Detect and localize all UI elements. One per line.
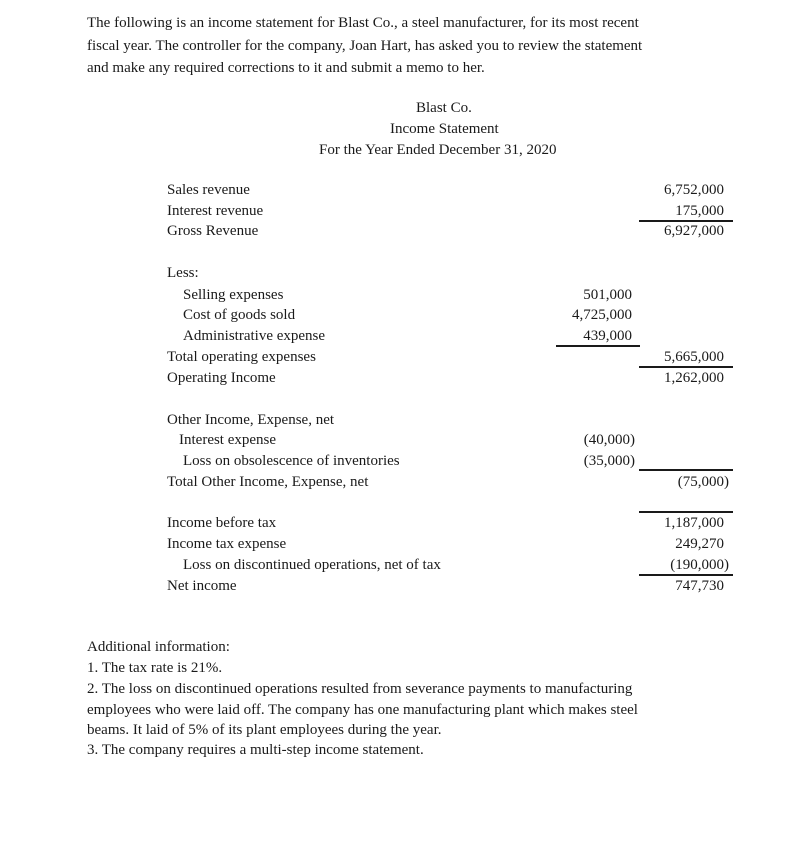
statement-period: For the Year Ended December 31, 2020 bbox=[319, 142, 557, 158]
income-tax-expense-label: Income tax expense bbox=[167, 536, 287, 552]
interest-expense-value: (40,000) bbox=[583, 432, 635, 448]
gross-revenue-label: Gross Revenue bbox=[167, 223, 259, 239]
operating-income-label: Operating Income bbox=[167, 370, 276, 386]
sales-revenue-value: 6,752,000 bbox=[664, 182, 724, 198]
interest-revenue-value: 175,000 bbox=[675, 203, 724, 219]
cogs-value: 4,725,000 bbox=[572, 307, 632, 323]
additional-line: beams. It laid of 5% of its plant employees during the year. bbox=[87, 722, 442, 738]
statement-title: Income Statement bbox=[390, 121, 499, 137]
inventory-obsolescence-label: Loss on obsolescence of inventories bbox=[183, 453, 400, 469]
administrative-expense-value: 439,000 bbox=[583, 328, 632, 344]
selling-expenses-value: 501,000 bbox=[583, 287, 632, 303]
administrative-expense-label: Administrative expense bbox=[183, 328, 326, 344]
additional-line: 2. The loss on discontinued operations resulted from severance payments to manufacturing bbox=[87, 681, 633, 697]
other-income-heading: Other Income, Expense, net bbox=[167, 412, 335, 428]
net-income-value: 747,730 bbox=[675, 578, 724, 594]
inventory-obsolescence-value: (35,000) bbox=[583, 453, 635, 469]
interest-expense-label: Interest expense bbox=[179, 432, 277, 448]
net-income-label: Net income bbox=[167, 578, 237, 594]
intro-line: and make any required corrections to it and submit a memo to her. bbox=[87, 60, 485, 76]
less-label: Less: bbox=[167, 265, 199, 281]
company-name: Blast Co. bbox=[416, 100, 472, 116]
income-before-tax-value: 1,187,000 bbox=[664, 515, 724, 531]
underline bbox=[639, 574, 733, 576]
income-tax-expense-value: 249,270 bbox=[675, 536, 724, 552]
total-operating-expenses-value: 5,665,000 bbox=[664, 349, 724, 365]
underline bbox=[639, 511, 733, 513]
total-other-label: Total Other Income, Expense, net bbox=[167, 474, 369, 490]
intro-line: The following is an income statement for Blast Co., a steel manufacturer, for its most recent bbox=[87, 15, 639, 31]
income-before-tax-label: Income before tax bbox=[167, 515, 277, 531]
discontinued-operations-label: Loss on discontinued operations, net of tax bbox=[183, 557, 441, 573]
sales-revenue-label: Sales revenue bbox=[167, 182, 250, 198]
additional-line: 1. The tax rate is 21%. bbox=[87, 660, 223, 676]
discontinued-operations-value: (190,000) bbox=[670, 557, 729, 573]
additional-line: 3. The company requires a multi-step income statement. bbox=[87, 742, 424, 758]
gross-revenue-value: 6,927,000 bbox=[664, 223, 724, 239]
underline bbox=[639, 469, 733, 471]
underline bbox=[639, 366, 733, 368]
selling-expenses-label: Selling expenses bbox=[183, 287, 284, 303]
intro-line: fiscal year. The controller for the company, Joan Hart, has asked you to review the statement bbox=[87, 38, 643, 54]
cogs-label: Cost of goods sold bbox=[183, 307, 296, 323]
interest-revenue-label: Interest revenue bbox=[167, 203, 264, 219]
total-operating-expenses-label: Total operating expenses bbox=[167, 349, 316, 365]
additional-heading: Additional information: bbox=[87, 639, 230, 655]
underline bbox=[556, 345, 640, 347]
total-other-value: (75,000) bbox=[677, 474, 729, 490]
operating-income-value: 1,262,000 bbox=[664, 370, 724, 386]
additional-line: employees who were laid off. The company has one manufacturing plant which makes steel bbox=[87, 702, 638, 718]
